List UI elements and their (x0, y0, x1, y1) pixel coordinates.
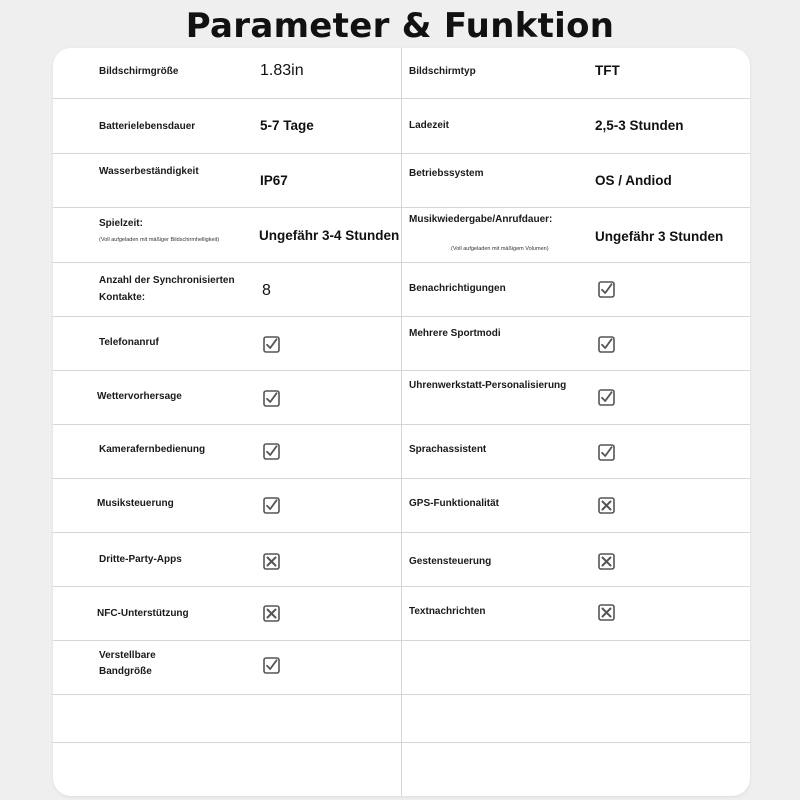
spec-label: Betriebssystem (409, 168, 484, 179)
column-divider (401, 48, 402, 796)
spec-label: NFC-Unterstützung (97, 608, 189, 619)
spec-label: Gestensteuerung (409, 556, 492, 567)
row-divider (53, 316, 750, 317)
row-divider (53, 424, 750, 425)
check-icon (263, 443, 280, 460)
check-icon (263, 336, 280, 353)
spec-label: GPS-Funktionalität (409, 498, 499, 509)
spec-label: Dritte-Party-Apps (99, 554, 182, 565)
row-divider (53, 478, 750, 479)
check-icon (598, 336, 615, 353)
spec-label: Textnachrichten (409, 606, 486, 617)
spec-label: Telefonanruf (99, 337, 159, 348)
check-icon (263, 390, 280, 407)
cross-icon (598, 497, 615, 514)
spec-label: Uhrenwerkstatt-Personalisierung (409, 380, 567, 391)
spec-value: IP67 (260, 173, 288, 188)
spec-label: Bandgröße (99, 666, 152, 677)
check-icon (263, 657, 280, 674)
spec-label: Kontakte: (99, 292, 146, 303)
row-divider (53, 207, 750, 208)
row-divider (53, 640, 750, 641)
spec-label: Batterielebensdauer (99, 121, 196, 132)
spec-label: Musikwiedergabe/Anrufdauer: (409, 214, 553, 225)
spec-value: OS / Andiod (595, 173, 672, 188)
spec-label: Mehrere Sportmodi (409, 328, 501, 339)
spec-label: Benachrichtigungen (409, 283, 506, 294)
spec-note: (Voll aufgeladen mit mäßiger Bildschirmhelligkeit) (99, 237, 220, 243)
check-icon (598, 281, 615, 298)
cross-icon (598, 604, 615, 621)
spec-label: Wasserbeständigkeit (99, 166, 199, 177)
row-divider (53, 742, 750, 743)
spec-label: Bildschirmgröße (99, 66, 179, 77)
spec-value: 1.83in (260, 62, 304, 79)
cross-icon (598, 553, 615, 570)
check-icon (598, 389, 615, 406)
row-divider (53, 532, 750, 533)
spec-value: 8 (262, 282, 271, 299)
spec-table (53, 48, 750, 796)
row-divider (53, 586, 750, 587)
cross-icon (263, 553, 280, 570)
check-icon (263, 497, 280, 514)
row-divider (53, 262, 750, 263)
row-divider (53, 153, 750, 154)
spec-value: TFT (595, 63, 620, 78)
spec-label: Verstellbare (99, 650, 156, 661)
row-divider (53, 370, 750, 371)
spec-value: 5-7 Tage (260, 118, 314, 133)
spec-value: 2,5-3 Stunden (595, 118, 684, 133)
spec-label: Ladezeit (409, 120, 450, 131)
spec-label: Anzahl der Synchronisierten (99, 275, 235, 286)
page-title: Parameter & Funktion (185, 6, 615, 46)
spec-label: Spielzeit: (99, 218, 143, 229)
spec-note: (Voll aufgeladen mit mäßigem Volumen) (451, 246, 549, 252)
spec-label: Sprachassistent (409, 444, 487, 455)
spec-label: Musiksteuerung (97, 498, 174, 509)
row-divider (53, 98, 750, 99)
spec-label: Wettervorhersage (97, 391, 182, 402)
row-divider (53, 694, 750, 695)
spec-label: Kamerafernbedienung (99, 444, 206, 455)
spec-value: Ungefähr 3-4 Stunden (259, 228, 400, 243)
spec-value: Ungefähr 3 Stunden (595, 229, 724, 244)
spec-label: Bildschirmtyp (409, 66, 476, 77)
cross-icon (263, 605, 280, 622)
check-icon (598, 444, 615, 461)
